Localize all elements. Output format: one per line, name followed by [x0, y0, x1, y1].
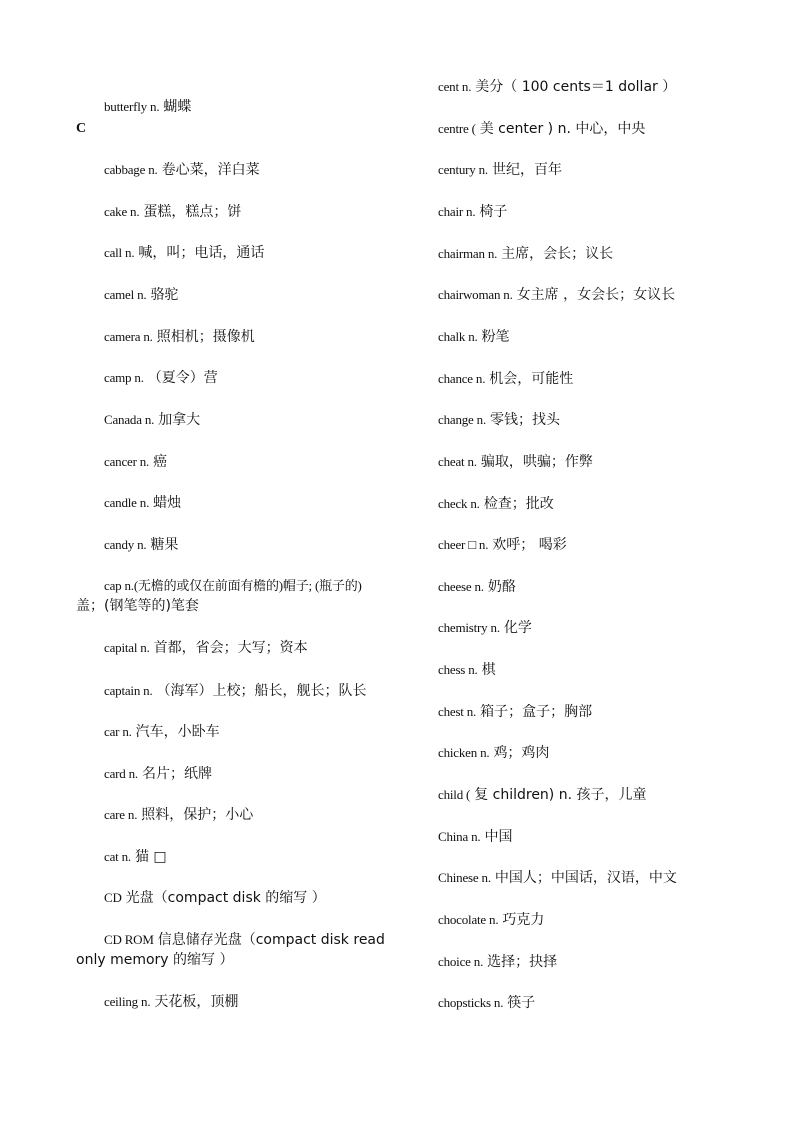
entry-word: cancer n. [104, 454, 150, 469]
entry-continuation: 盖；(钢笔等的)笔套 [76, 598, 199, 614]
vocab-entry [76, 888, 326, 908]
entry-definition: 照料，保护；小心 [141, 807, 254, 823]
entry-definition: 卷心菜，洋白菜 [161, 162, 260, 178]
vocab-entry [76, 805, 253, 825]
entry-word: child ( [438, 787, 471, 802]
entry-definition: 蜡烛 [153, 495, 182, 511]
vocab-entry [76, 535, 178, 555]
vocab-entry [76, 368, 218, 388]
entry-word: chess n. [438, 662, 478, 677]
entry-definition: 天花板，顶棚 [154, 994, 239, 1010]
entry-definition: 复 children) n. 孩子，儿童 [474, 787, 647, 803]
vocab-entry [438, 160, 562, 180]
entry-word: chocolate n. [438, 912, 499, 927]
entry-definition: 光盘（compact disk 的缩写 ） [125, 890, 326, 906]
entry-word: camp n. [104, 370, 144, 385]
entry-word: captain n. [104, 683, 153, 698]
entry-definition: 机会，可能性 [489, 371, 574, 387]
entry-definition: 中国 [484, 829, 513, 845]
entry-word: cheer □ n. [438, 537, 489, 552]
entry-word: candle n. [104, 495, 150, 510]
vocab-entry [438, 702, 592, 722]
entry-word: cent n. [438, 79, 472, 94]
entry-word: choice n. [438, 954, 484, 969]
vocab-entry [438, 452, 593, 472]
entry-definition: 骆驼 [150, 287, 179, 303]
entry-definition: 选择；抉择 [487, 954, 558, 970]
vocab-entry [438, 660, 496, 680]
entry-word: chairwoman n. [438, 287, 513, 302]
vocab-entry [76, 764, 212, 784]
vocab-entry [76, 243, 264, 263]
vocab-entry [438, 244, 613, 264]
entry-word: cheat n. [438, 454, 477, 469]
vocab-entry [76, 327, 255, 347]
entry-definition: 蝴蝶 [163, 99, 192, 115]
entry-definition: 中国人；中国话，汉语，中文 [494, 870, 677, 886]
entry-word: card n. [104, 766, 138, 781]
entry-definition: （海军）上校；船长，舰长；队长 [156, 683, 367, 699]
entry-definition: 化学 [503, 620, 532, 636]
entry-definition: 检查；批改 [483, 496, 554, 512]
vocab-entry [76, 452, 167, 472]
vocab-entry [76, 493, 181, 513]
entry-definition: 女主席 ，女会长；女议长 [516, 287, 676, 303]
vocab-entry [438, 202, 507, 222]
vocab-entry [438, 827, 512, 847]
vocab-entry [76, 410, 200, 430]
vocab-entry [438, 868, 677, 888]
vocab-entry [438, 119, 645, 139]
vocab-entry [76, 638, 308, 658]
vocab-entry [76, 285, 178, 305]
entry-word: chalk n. [438, 329, 478, 344]
entry-word: candy n. [104, 537, 147, 552]
entry-definition: 世纪，百年 [491, 162, 562, 178]
vocab-entry [438, 993, 535, 1013]
entry-definition: 美分（ 100 cents＝1 dollar ） [475, 79, 677, 95]
entry-word: call n. [104, 245, 135, 260]
vocab-entry [76, 202, 241, 222]
entry-definition: 筷子 [507, 995, 536, 1011]
vocab-entry [76, 847, 167, 867]
entry-definition: 信息储存光盘（compact disk read [157, 932, 385, 948]
entry-definition: 照相机；摄像机 [156, 329, 255, 345]
entry-word: chairman n. [438, 246, 498, 261]
entry-word: cap n.(无檐的或仅在前面有檐的)帽子; (瓶子的) [104, 578, 362, 593]
vocab-entry [438, 77, 676, 97]
entry-definition: 鸡；鸡肉 [493, 745, 550, 761]
entry-definition: （夏令）营 [147, 370, 218, 386]
entry-definition: 棋 [481, 662, 496, 678]
vocab-entry [438, 577, 516, 597]
entry-definition: 癌 [153, 454, 168, 470]
entry-word: China n. [438, 829, 481, 844]
vocab-entry [76, 576, 366, 616]
entry-word: CD [104, 890, 122, 905]
entry-definition: 名片；纸牌 [141, 766, 212, 782]
entry-definition: 汽车，小卧车 [135, 724, 220, 740]
vocab-entry [438, 743, 549, 763]
entry-definition: 零钱；找头 [490, 412, 561, 428]
entry-word: camel n. [104, 287, 147, 302]
vocab-entry [438, 327, 510, 347]
entry-word: capital n. [104, 640, 150, 655]
entry-definition: 箱子；盒子；胸部 [480, 704, 593, 720]
vocab-entry [438, 410, 560, 430]
entry-definition: 喊，叫；电话，通话 [138, 245, 265, 261]
vocab-entry [438, 535, 567, 555]
section-letter: C [76, 121, 87, 136]
entry-word: ceiling n. [104, 994, 151, 1009]
entry-word: camera n. [104, 329, 153, 344]
vocab-entry [76, 930, 385, 970]
entry-definition: 首都，省会；大写；资本 [153, 640, 308, 656]
vocab-entry [438, 494, 554, 514]
vocab-entry [438, 369, 573, 389]
entry-definition: 骗取，哄骗；作弊 [480, 454, 593, 470]
entry-definition: 奶酪 [487, 579, 516, 595]
vocab-entry [438, 285, 675, 305]
entry-word: century n. [438, 162, 488, 177]
vocab-entry [438, 910, 544, 930]
entry-word: check n. [438, 496, 480, 511]
entry-definition: 粉笔 [481, 329, 510, 345]
entry-definition: 欢呼； 喝彩 [492, 537, 567, 553]
vocab-entry [438, 618, 532, 638]
entry-word: cat n. [104, 849, 131, 864]
entry-word: cabbage n. [104, 162, 158, 177]
vocab-entry [76, 160, 260, 180]
entry-definition: 蛋糕，糕点；饼 [143, 204, 242, 220]
entry-word: chicken n. [438, 745, 490, 760]
entry-word: change n. [438, 412, 487, 427]
entry-definition: 美 center ) n. 中心，中央 [479, 121, 646, 137]
entry-word: centre ( [438, 121, 476, 136]
entry-word: car n. [104, 724, 132, 739]
entry-word: CD ROM [104, 932, 154, 947]
vocab-entry [438, 952, 557, 972]
entry-definition: 糖果 [150, 537, 179, 553]
entry-definition: 主席，会长；议长 [501, 246, 614, 262]
entry-word: chair n. [438, 204, 476, 219]
entry-word: chopsticks n. [438, 995, 504, 1010]
entry-word: cheese n. [438, 579, 484, 594]
vocab-entry [76, 722, 220, 742]
entry-word: chest n. [438, 704, 477, 719]
vocab-entry [438, 785, 647, 805]
entry-word: chemistry n. [438, 620, 500, 635]
entry-word: butterfly n. [104, 99, 160, 114]
entry-word: Chinese n. [438, 870, 491, 885]
vocab-entry [76, 681, 367, 701]
entry-word: care n. [104, 807, 138, 822]
vocab-entry [76, 992, 238, 1012]
entry-word: cake n. [104, 204, 140, 219]
vocab-entry [76, 97, 191, 117]
entry-definition: 椅子 [479, 204, 508, 220]
entry-definition: 猫 □ [134, 849, 167, 865]
entry-continuation: only memory 的缩写 ） [76, 952, 234, 968]
entry-word: Canada n. [104, 412, 155, 427]
entry-word: chance n. [438, 371, 486, 386]
entry-definition: 巧克力 [502, 912, 545, 928]
entry-definition: 加拿大 [158, 412, 201, 428]
